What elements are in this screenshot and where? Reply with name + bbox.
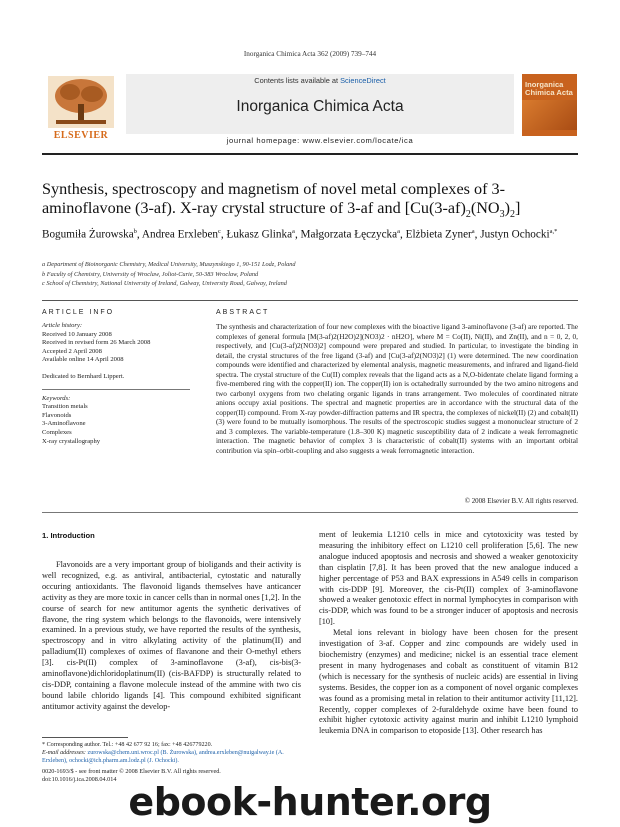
history-received: Received 10 January 2008 bbox=[42, 330, 112, 338]
info-divider bbox=[42, 389, 190, 390]
body-column-left bbox=[42, 560, 301, 713]
contents-prefix: Contents lists available at bbox=[254, 76, 341, 85]
watermark: ebook-hunter.org bbox=[128, 780, 492, 824]
affiliation-c: c School of Chemistry, National University of Ireland, Galway, University Road, Galway, Ireland bbox=[42, 280, 287, 288]
article-title bbox=[42, 180, 578, 224]
affiliation-a: a Department of Bioinorganic Chemistry, Medical University, Muszynskiego 1, 90-151 Lodz, Poland bbox=[42, 261, 296, 268]
history-label: Article history: bbox=[42, 322, 83, 329]
article-info bbox=[42, 322, 190, 446]
keyword: X-ray crystallography bbox=[42, 437, 101, 445]
body-column-right bbox=[319, 530, 578, 737]
doi-line[interactable]: doi:10.1016/j.ica.2008.04.014 bbox=[42, 776, 117, 784]
corresponding-author-footnote bbox=[42, 741, 301, 765]
journal-masthead bbox=[42, 74, 578, 144]
history-online: Available online 14 April 2008 bbox=[42, 356, 124, 364]
journal-cover-thumbnail bbox=[522, 74, 577, 136]
intro-paragraph-1-cont: ment of leukemia L1210 cells in mice and cytotoxicity was tested by measuring the inhibitory effect on L1210 cell proliferation [5,6]. The new analogue induced apoptosis and necrosis and showed a weaker genotoxicity than cisplatin [7,8]. It has been proved that the new analogue induced a higher percentage of P53 and BAX expressions in A549 cells in comparison with cis-DDP [9]. Moreover, the cis-Pt(II) complex of 3-aminoflavone showed a weaker genotoxic effect in normal lymphocytes in comparison with cis-DDP, which was found to be a stronger inducer of apoptosis and necrosis [10]. bbox=[319, 530, 578, 627]
contents-line bbox=[126, 76, 514, 85]
cover-artwork bbox=[522, 100, 577, 130]
affiliation-b: b Faculty of Chemistry, University of Wroclaw, Joliot-Curie, 50-383 Wroclaw, Poland bbox=[42, 270, 259, 278]
footnote-divider bbox=[42, 737, 128, 738]
keyword: Transition metals bbox=[42, 403, 88, 411]
abstract-heading: ABSTRACT bbox=[216, 309, 270, 316]
abstract-text: The synthesis and characterization of four new complexes with the bioactive ligand 3-aminoflavone (3-af) are reported. The complexes of general formula [M(3-af)2(H2O)2](NO3)2 · nH2O], where M = Co(II), Ni(II), and Zn(II), and n = 0, 2, 0, respectively, and [Cu(3-af)2(NO3)2] compound were prepared and studied. In particular, to investigate the binding in detail, the crystal structures of the free ligand (3-af) and [Cu(3-af)2(NO3)2] (1) were determined. The new coordination compounds were identified and characterized by elemental analysis, magnetic measurements, and infrared and ligand-field spectra. The crystal structure of the Cu(II) complex reveals that the ligand acts as a N,O-bidentate chelate ligand forming a five-membered ring with the copper(II) ion. The copper(II) ion is octahedrally surrounded by the two amino nitrogens and two carbonyl oxygens from two chelating organic ligands in trans arrangement. Two molecules of coordinated nitrate anions occupy axial positions. The spectral and magnetic properties are in accordance with the structural data of the copper(II) compound. From X-ray powder-diffraction patterns and IR spectra, the complexes of nickel(II) (2) and cobalt(II) (3) were found to be mutually isomorphous. The results of the spectroscopic studies suggest a mononuclear structure of 2 and 3 complexes. The variable-temperature (1.8–300 K) magnetic susceptibility data of 2 indicate a weak ferromagnetic interaction. The magnetic behavior of complex 3 is characteristic of cobalt(II) systems with an important orbital contribution via spin–orbit-coupling and also suggests a weak ferromagnetic interaction. bbox=[216, 322, 578, 455]
section-heading-introduction: 1. Introduction bbox=[42, 531, 95, 540]
journal-homepage[interactable]: journal homepage: www.elsevier.com/locate/ica bbox=[226, 136, 414, 145]
corresponding-author: * Corresponding author. Tel.: +48 42 677 92 16; fax: +48 426779220. bbox=[42, 742, 213, 748]
masthead-divider bbox=[42, 153, 578, 155]
sciencedirect-link[interactable]: ScienceDirect bbox=[340, 76, 386, 85]
abstract-divider bbox=[42, 512, 578, 513]
keyword: Flavonoids bbox=[42, 411, 72, 419]
copyright: © 2008 Elsevier B.V. All rights reserved. bbox=[464, 498, 578, 505]
email-label: E-mail addresses: bbox=[42, 750, 86, 756]
history-revised: Received in revised form 26 March 2008 bbox=[42, 339, 151, 347]
history-accepted: Accepted 2 April 2008 bbox=[42, 347, 102, 355]
affiliations bbox=[42, 260, 578, 289]
keyword: Complexes bbox=[42, 428, 72, 436]
issn-line: 0020-1693/$ - see front matter © 2008 Elsevier B.V. All rights reserved. bbox=[42, 768, 221, 775]
publisher-name: ELSEVIER bbox=[53, 130, 109, 141]
email-list[interactable]: zurowska@chem.uni.wroc.pl (B. Żurowska), andrea.erxleben@nuigalway.ie (A. Erxleben), ochocki@ich.pharm.am.lodz.pl (J. Ochocki). bbox=[42, 750, 284, 764]
keyword: 3-Aminoflavone bbox=[42, 420, 86, 428]
header-divider bbox=[42, 300, 578, 301]
journal-banner bbox=[126, 74, 514, 134]
keywords-label: Keywords: bbox=[42, 394, 71, 402]
article-title-main: Synthesis, spectroscopy and magnetism of novel metal complexes of 3-aminoflavone (3-af). X-ray crystal structure of 3-af and $[Cu(3-af)_2(NO_3)_2]$ bbox=[42, 180, 521, 221]
email-addresses bbox=[42, 749, 301, 765]
author-list: Bogumiła Żurowska$^b$, Andrea Erxleben$^c$, Łukasz Glinka$^a$, Małgorzata Łęczycka$^a$, Elżbieta Zyner$^a$, Justyn Ochocki$^{a,*}$ bbox=[42, 228, 558, 241]
cover-title: Inorganica Chimica Acta bbox=[525, 80, 573, 97]
running-head: Inorganica Chimica Acta 362 (2009) 739–744 bbox=[243, 50, 377, 58]
intro-paragraph-2: Metal ions relevant in biology have been chosen for the present investigation of 3-af. Copper and zinc compounds are widely used in biochemistry (enzymes) and medicine; nickel is an essential trace element present in many hydrogenases and cobalt as constituent of vitamin B12 (which is necessary for the synthesis of nucleic acids) are essential in living systems. Besides, the copper ion as a component of novel organic complexes was found as a promising metal in relation to their antitumor activity [11,12]. Recently, copper complexes of 2-furaldehyde oxime have been found to exhibit higher cytotoxic activity against murin and inhibit L1210 lymphoid leukemia DNA in comparison to etoposide [13]. Other research has bbox=[319, 628, 578, 736]
journal-name: Inorganica Chimica Acta bbox=[236, 98, 404, 115]
dedication: Dedicated to Bernhard Lippert. bbox=[42, 372, 125, 380]
intro-paragraph-1: Flavonoids are a very important group of bioligands and their activity is well recognized, e.g. as antiviral, antibacterial, cytostatic and naturally occuring antioxidants. The flavonoid ligands themselves have anticancer activity as they are more toxic in cancer cells than in normal ones [1,2]. In the course of search for new antitumor agents the synthetic derivatives of flavone, the ring system which belongs to the flavonoids, were intensively examined. In a previous study, we have reported the results of the synthesis, spectroscopy and in vitro alkylating activity of the platinum(II) and palladium(II) complexes of oximes of flavanone and their O-methyl ethers [3]. cis-Pt(II) complex of 3-aminoflavone (3-af), cis-bis(3-aminoflavone)dichloridoplatinum(II) (cis-BAFDP) is structurally related to cis-DDP, containing a flavone molecule instead of the ammine with two cis bound labile chlorido ligands [4]. This compound exhibited significant antitumor activity against the develop- bbox=[42, 560, 301, 711]
article-info-heading: ARTICLE INFO bbox=[42, 309, 115, 316]
